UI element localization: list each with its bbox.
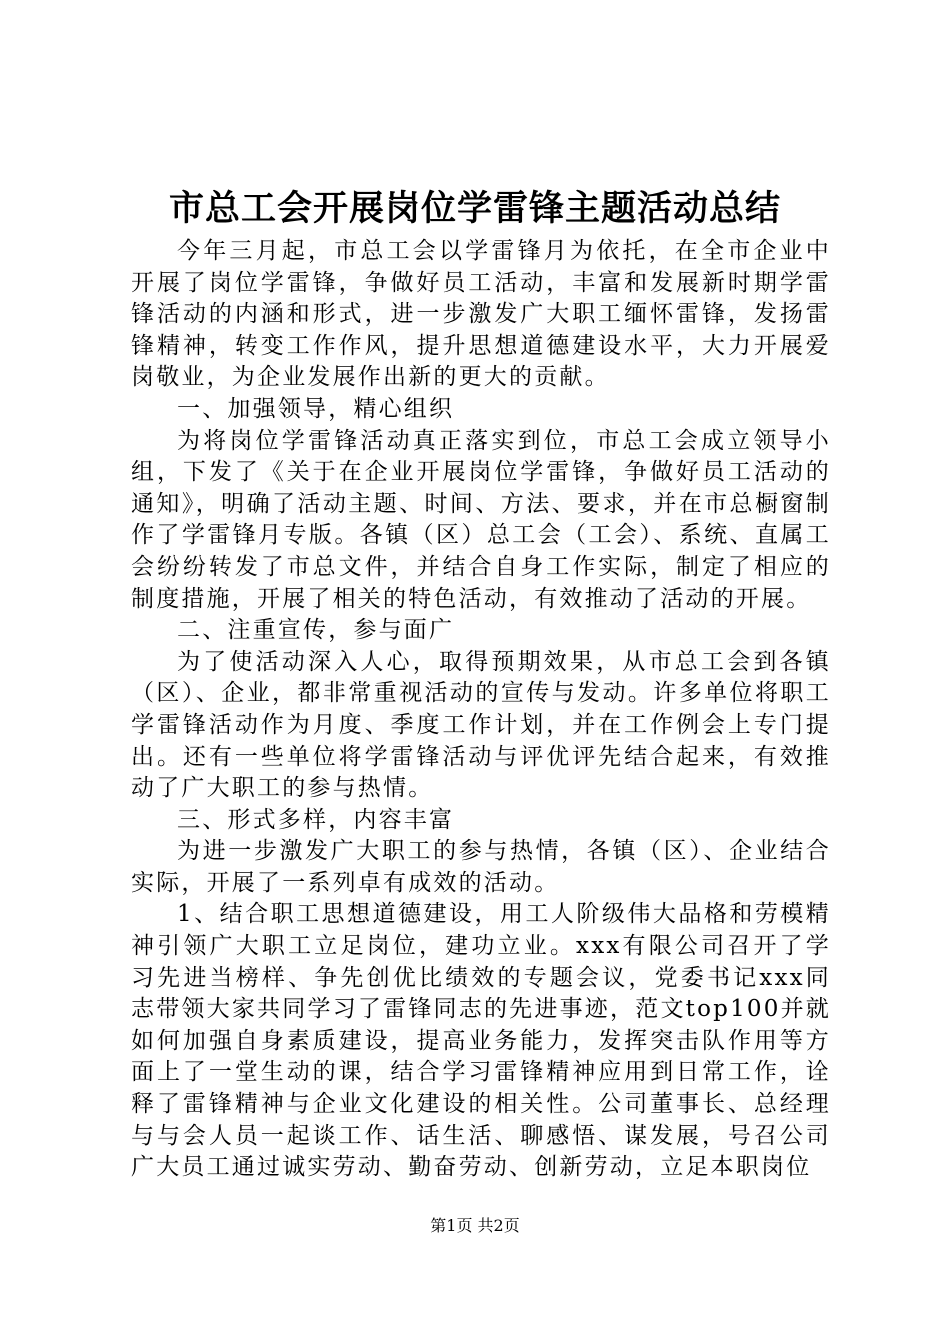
document-body	[131, 236, 831, 1184]
paragraph-intro: 今年三月起，市总工会以学雷锋月为依托，在全市企业中开展了岗位学雷锋，争做好员工活动，丰富和发展新时期学雷锋活动的内涵和形式，进一步激发广大职工缅怀雷锋，发扬雷锋精神，转变工作作风，提升思想道德建设水平，大力开展爱岗敬业，为企业发展作出新的更大的贡献。	[131, 238, 831, 391]
paragraph-section-2: 为了使活动深入人心，取得预期效果，从市总工会到各镇（区）、企业，都非常重视活动的宣传与发动。许多单位将职工学雷锋活动作为月度、季度工作计划，并在工作例会上专门提出。还有一些单位将学雷锋活动与评优评先结合起来，有效推动了广大职工的参与热情。	[131, 648, 831, 802]
page-number: 第1页 共2页	[430, 1216, 520, 1235]
section-heading-3: 三、形式多样，内容丰富	[177, 806, 455, 833]
paragraph-section-3: 为进一步激发广大职工的参与热情，各镇（区）、企业结合实际，开展了一系列卓有成效的活动。	[131, 838, 831, 896]
section-heading-2: 二、注重宣传，参与面广	[177, 617, 455, 644]
section-heading-1: 一、加强领导，精心组织	[177, 395, 455, 422]
paragraph-item-1: 1、结合职工思想道德建设，用工人阶级伟大品格和劳模精神引领广大职工立足岗位，建功立业。xxx有限公司召开了学习先进当榜样、争先创优比绩效的专题会议，党委书记xxx同志带领大家共同学习了雷锋同志的先进事迹，范文top100并就如何加强自身素质建设，提高业务能力，发挥突击队作用等方面上了一堂生动的课，结合学习雷锋精神应用到日常工作，诠释了雷锋精神与企业文化建设的相关性。公司董事长、总经理与与会人员一起谈工作、话生活、聊感悟、谋发展，号召公司广大员工通过诚实劳动、勤奋劳动、创新劳动，立足本职岗位	[131, 901, 831, 1181]
document-title: 市总工会开展岗位学雷锋主题活动总结	[168, 188, 781, 229]
paragraph-section-1: 为将岗位学雷锋活动真正落实到位，市总工会成立领导小组，下发了《关于在企业开展岗位学雷锋，争做好员工活动的通知》，明确了活动主题、时间、方法、要求，并在市总橱窗制作了学雷锋月专版。各镇（区）总工会（工会）、系统、直属工会纷纷转发了市总文件，并结合自身工作实际，制定了相应的制度措施，开展了相关的特色活动，有效推动了活动的开展。	[131, 427, 831, 612]
